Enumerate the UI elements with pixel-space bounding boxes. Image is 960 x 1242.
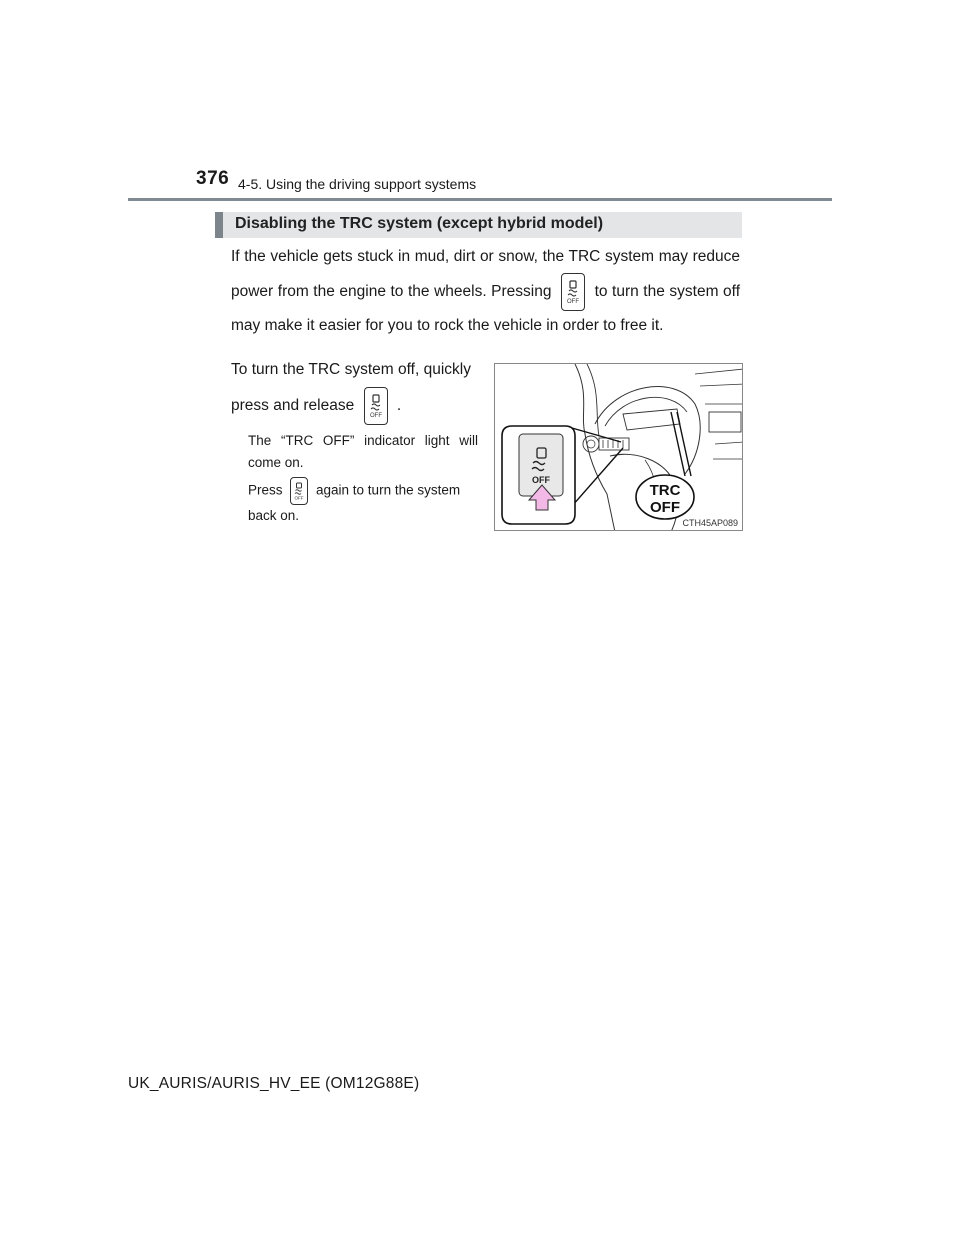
- paragraph2-part1: To turn the TRC system off, quickly press and release: [231, 361, 471, 415]
- callout-off-label: OFF: [532, 475, 550, 485]
- trc-off-button-icon: [290, 477, 308, 505]
- paragraph1-part1: If the vehicle gets stuck in mud, dirt or snow, the TRC system may reduce power from the engine to the wheels. Pressing: [231, 248, 740, 300]
- off-text-icon: OFF: [369, 413, 382, 419]
- note2-part2: again to turn the system back on.: [248, 482, 461, 523]
- paragraph1-part2: to turn the system off may make it easier for you to rock the vehicle in order to free it.: [231, 282, 740, 334]
- off-text-icon: OFF: [567, 298, 580, 305]
- paragraph2-part2: .: [392, 397, 402, 415]
- paragraph-stuck-vehicle: [231, 242, 740, 341]
- note-indicator: The “TRC OFF” indicator light will come on.: [248, 433, 478, 470]
- section-title: 4-5. Using the driving support systems: [238, 176, 477, 192]
- off-text-icon: OFF: [294, 495, 304, 501]
- figure-code: CTH45AP089: [682, 518, 738, 528]
- trc-off-button-icon: [364, 387, 388, 425]
- note-press-again: [248, 477, 478, 527]
- heading-bar: [215, 212, 742, 238]
- paragraph-turn-off: [231, 353, 471, 425]
- header-rule: [128, 198, 832, 201]
- trc-off-button-icon: [561, 273, 585, 311]
- footer-model-code: UK_AURIS/AURIS_HV_EE (OM12G88E): [128, 1075, 420, 1092]
- note2-part1: Press: [248, 482, 287, 498]
- heading-text: Disabling the TRC system (except hybrid model): [235, 215, 604, 232]
- page-number: 376: [196, 168, 230, 189]
- indicator-off-text: OFF: [650, 499, 680, 516]
- dashboard-figure: [494, 363, 743, 531]
- dashboard-illustration: [495, 364, 743, 531]
- indicator-trc-text: TRC: [649, 482, 681, 499]
